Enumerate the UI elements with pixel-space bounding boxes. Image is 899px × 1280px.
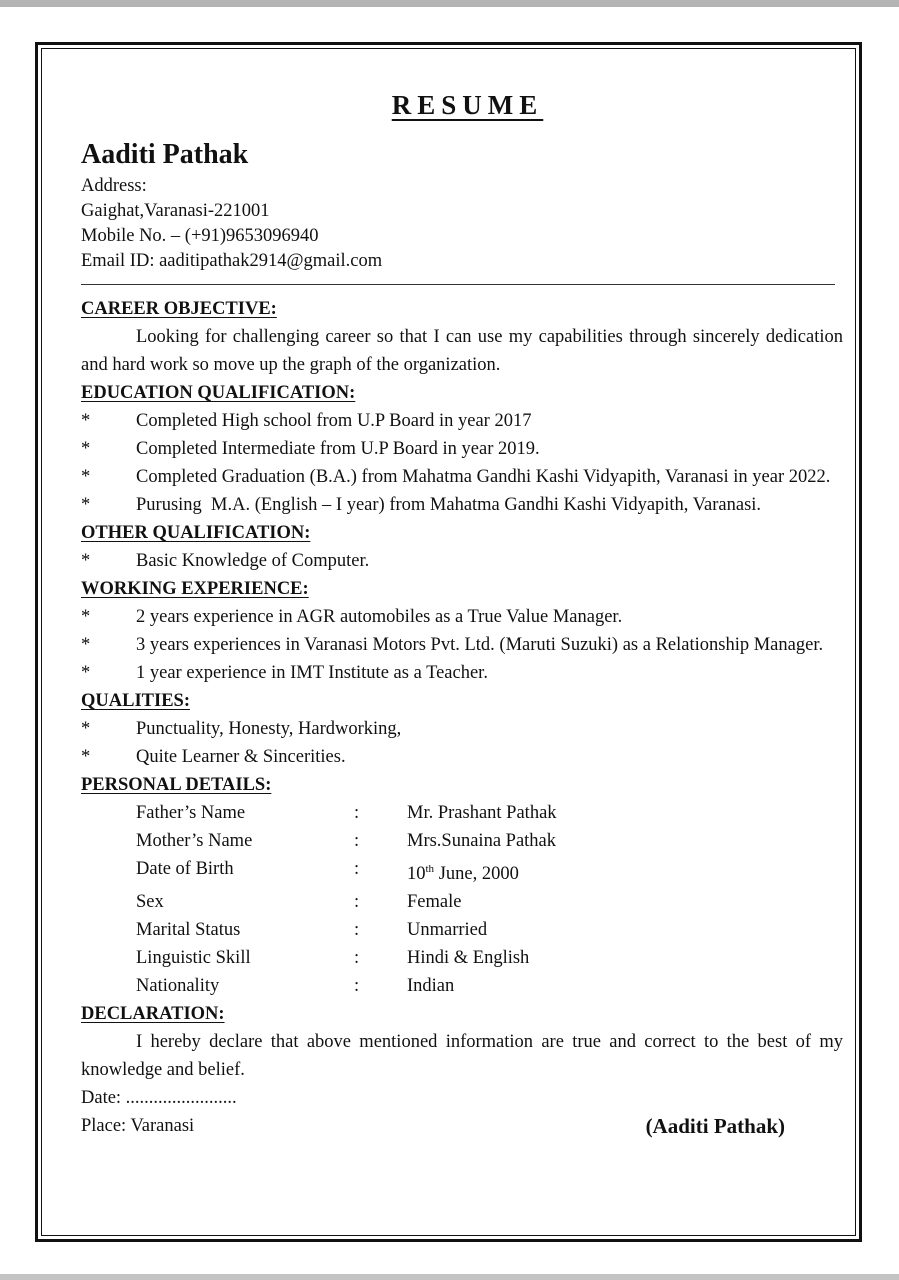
list-item: * 2 years experience in AGR automobiles as a True Value Manager.: [81, 603, 846, 631]
candidate-name: Aaditi Pathak: [81, 139, 249, 170]
list-item: * 1 year experience in IMT Institute as a Teacher.: [81, 659, 846, 687]
list-item: * Punctuality, Honesty, Hardworking,: [81, 715, 846, 743]
declaration-footer: [81, 1112, 785, 1140]
list-item: * Purusing M.A. (English – I year) from Mahatma Gandhi Kashi Vidyapith, Varanasi.: [81, 491, 846, 519]
bullet-star: *: [81, 747, 91, 767]
horizontal-divider: [81, 284, 835, 285]
working-experience-heading: WORKING EXPERIENCE:: [81, 579, 309, 599]
bullet-star: *: [81, 439, 91, 459]
mobile-number: Mobile No. – (+91)9653096940: [81, 226, 319, 246]
address-value: Gaighat,Varanasi-221001: [81, 201, 270, 221]
address-label: Address:: [81, 176, 147, 196]
bullet-star: *: [81, 635, 91, 655]
detail-label: Father’s Name: [136, 803, 246, 823]
detail-value: Indian: [407, 976, 455, 997]
list-item: * Quite Learner & Sincerities.: [81, 743, 846, 771]
detail-separator: :: [354, 948, 360, 969]
detail-separator: :: [354, 859, 360, 879]
detail-value: Female: [407, 892, 462, 913]
detail-label: Linguistic Skill: [136, 948, 251, 969]
bullet-star: *: [81, 467, 91, 487]
other-qualification-heading: OTHER QUALIFICATION:: [81, 523, 311, 543]
list-item: * Completed Intermediate from U.P Board in year 2019.: [81, 435, 846, 463]
detail-value: [407, 855, 846, 888]
bullet-star: *: [81, 551, 91, 571]
resume-title: RESUME: [391, 90, 544, 120]
education-heading: EDUCATION QUALIFICATION:: [81, 383, 356, 403]
detail-value: Mr. Prashant Pathak: [407, 803, 557, 823]
personal-details-heading: PERSONAL DETAILS:: [81, 775, 272, 795]
career-objective-heading: CAREER OBJECTIVE:: [81, 299, 277, 319]
list-item: * Completed Graduation (B.A.) from Mahatma Gandhi Kashi Vidyapith, Varanasi in year 2022.: [81, 463, 846, 491]
qualities-heading: QUALITIES:: [81, 691, 190, 711]
detail-separator: :: [354, 831, 360, 851]
list-item: * 3 years experiences in Varanasi Motors Pvt. Ltd. (Maruti Suzuki) as a Relationship Manager.: [81, 631, 846, 659]
bullet-star: *: [81, 719, 91, 739]
detail-label: Marital Status: [136, 920, 241, 941]
detail-label: Sex: [136, 892, 164, 913]
declaration-place: Place: Varanasi: [81, 1116, 195, 1137]
detail-label: Date of Birth: [136, 859, 234, 879]
dob-day: 10: [407, 864, 426, 885]
detail-separator: :: [354, 892, 360, 913]
detail-value: Hindi & English: [407, 948, 530, 969]
top-edge-bar: [0, 0, 899, 7]
bullet-star: *: [81, 495, 91, 515]
resume-document: [81, 86, 846, 1140]
signature-name: (Aaditi Pathak): [645, 1114, 785, 1139]
detail-separator: :: [354, 976, 360, 997]
detail-label: Mother’s Name: [136, 831, 253, 851]
detail-separator: :: [354, 803, 360, 823]
declaration-date: Date: ........................: [81, 1088, 237, 1109]
detail-value: Mrs.Sunaina Pathak: [407, 831, 557, 851]
email-address: Email ID: aaditipathak2914@gmail.com: [81, 251, 383, 271]
career-objective-text: Looking for challenging career so that I can use my capabilities through sincerely dedication and hard work so move up the graph of the organization.: [81, 327, 843, 375]
bullet-star: *: [81, 607, 91, 627]
detail-value: Unmarried: [407, 920, 488, 941]
bottom-edge-bar: [0, 1274, 899, 1280]
dob-month-year: June, 2000: [434, 864, 519, 885]
dob-day-suffix: th: [425, 863, 435, 875]
declaration-heading: DECLARATION:: [81, 1004, 225, 1025]
detail-label: Nationality: [136, 976, 220, 997]
bullet-star: *: [81, 411, 91, 431]
list-item: * Basic Knowledge of Computer.: [81, 547, 846, 575]
detail-separator: :: [354, 920, 360, 941]
list-item: * Completed High school from U.P Board in year 2017: [81, 407, 846, 435]
personal-details-table: [136, 799, 846, 1000]
declaration-text: I hereby declare that above mentioned information are true and correct to the best of my knowledge and belief.: [81, 1032, 843, 1081]
bullet-star: *: [81, 663, 91, 683]
